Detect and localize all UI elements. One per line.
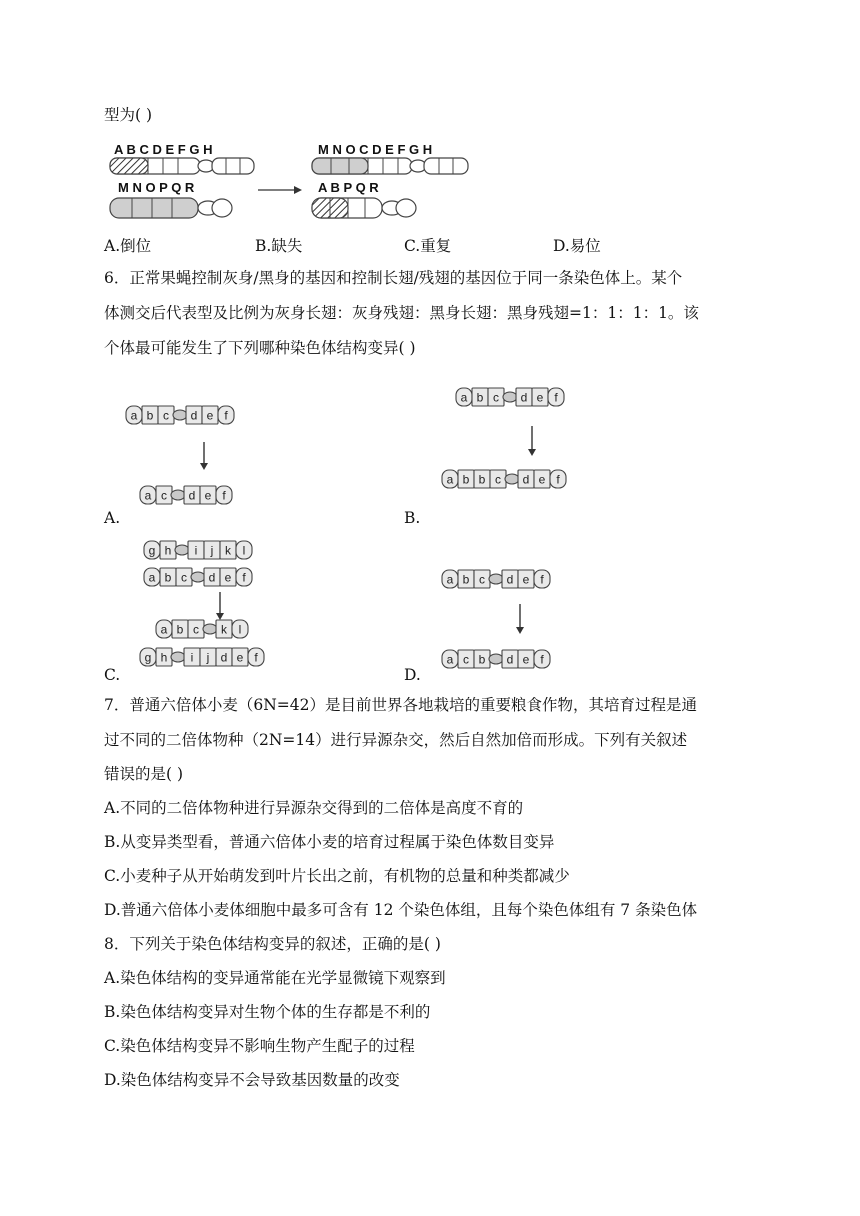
q6-c-chrom-before-bottom (144, 568, 252, 586)
centromere (191, 572, 205, 582)
q6-b-chrom-before (456, 388, 564, 406)
centromere (171, 490, 185, 500)
q5-option-c: C.重复 (404, 237, 452, 255)
q7-option-c: C.小麦种子从开始萌发到叶片长出之前，有机物的总量和种类都减少 (104, 867, 570, 885)
q7-stem-line-2: 过不同的二倍体物种（2N=14）进行异源杂交，然后自然加倍而形成。下列有关叙述 (104, 731, 688, 749)
centromere (175, 545, 189, 555)
q5-stem-tail: 型为( ) (104, 106, 153, 124)
q6-a-chrom-after (140, 486, 232, 504)
q6-b-chrom-after (442, 470, 566, 488)
gene-label: j (206, 650, 210, 665)
gene-label: b (462, 472, 470, 487)
gene-label: f (540, 572, 544, 587)
gene-label: d (520, 390, 528, 405)
q5-arrow (258, 186, 302, 194)
q5-chrom-top-right (312, 158, 468, 174)
gene-label: b (476, 390, 484, 405)
gene-label: c (161, 488, 167, 503)
q5-chrom-bottom-right (312, 198, 416, 218)
gene-label: b (478, 472, 486, 487)
gene-label: a (144, 488, 152, 503)
gene-label: f (222, 488, 226, 503)
gene-label: f (224, 408, 228, 423)
gene-label: d (220, 650, 228, 665)
gene-label: e (538, 472, 546, 487)
gene-label: d (188, 488, 196, 503)
q7-option-d: D.普通六倍体小麦体细胞中最多可含有 12 个染色体组，且每个染色体组有 7 条染色体 (104, 901, 698, 919)
gene-label: e (522, 572, 530, 587)
centromere (173, 410, 187, 420)
q6-stem-line-1: 6．正常果蝇控制灰身/黑身的基因和控制长翅/残翅的基因位于同一条染色体上。某个 (104, 269, 683, 287)
gene-label: d (208, 570, 216, 585)
q6-a-arrow (200, 442, 208, 470)
gene-label: d (506, 652, 514, 667)
q5-label-top-left: A B C D E F G H (114, 142, 213, 157)
q6-d-chrom-before (442, 570, 550, 588)
gene-label: a (446, 472, 454, 487)
q7-stem-line-3: 错误的是( ) (104, 765, 184, 783)
gene-label: c (163, 408, 169, 423)
gene-label: a (446, 572, 454, 587)
gene-label: k (225, 543, 231, 558)
gene-label: d (522, 472, 530, 487)
gene-label: e (536, 390, 544, 405)
q7-option-b: B.从变异类型看，普通六倍体小麦的培育过程属于染色体数目变异 (104, 833, 555, 851)
q5-figure (108, 140, 488, 222)
gene-label: c (479, 572, 485, 587)
gene-label: c (495, 472, 501, 487)
gene-label: d (190, 408, 198, 423)
q5-option-a: A.倒位 (104, 237, 152, 255)
q5-chrom-top-left (110, 158, 254, 174)
q5-label-bottom-right: A B P Q R (318, 180, 379, 195)
centromere (505, 474, 519, 484)
gene-label: e (224, 570, 232, 585)
gene-label: g (144, 650, 152, 665)
gene-label: h (160, 650, 168, 665)
q5-label-top-right: M N O C D E F G H (318, 142, 433, 157)
q6-c-arrow (216, 592, 224, 620)
gene-label: f (554, 390, 558, 405)
gene-label: c (493, 390, 499, 405)
gene-label: i (194, 543, 198, 558)
gene-label: c (181, 570, 187, 585)
q6-c-chrom-after-bottom (140, 648, 264, 666)
gene-label: c (463, 652, 469, 667)
gene-label: l (242, 543, 246, 558)
gene-label: k (221, 622, 227, 637)
gene-label: b (164, 570, 172, 585)
q6-option-c-label: C. (104, 666, 121, 684)
q8-option-c: C.染色体结构变异不影响生物产生配子的过程 (104, 1037, 415, 1055)
gene-label: d (506, 572, 514, 587)
centromere (489, 654, 503, 664)
gene-label: i (190, 650, 194, 665)
gene-label: l (238, 622, 242, 637)
q6-option-b-label: B. (404, 509, 421, 527)
centromere (171, 652, 185, 662)
q6-figures (100, 380, 780, 680)
gene-label: f (556, 472, 560, 487)
q7-option-a: A.不同的二倍体物种进行异源杂交得到的二倍体是高度不育的 (104, 799, 524, 817)
gene-label: f (540, 652, 544, 667)
gene-label: e (236, 650, 244, 665)
gene-label: a (160, 622, 168, 637)
gene-label: e (206, 408, 214, 423)
gene-label: a (130, 408, 138, 423)
gene-label: j (210, 543, 214, 558)
gene-label: f (242, 570, 246, 585)
gene-label: a (148, 570, 156, 585)
q7-stem-line-1: 7．普通六倍体小麦（6N=42）是目前世界各地栽培的重要粮食作物，其培育过程是通 (104, 696, 697, 714)
centromere (489, 574, 503, 584)
q8-option-b: B.染色体结构变异对生物个体的生存都是不利的 (104, 1003, 431, 1021)
q5-option-d: D.易位 (553, 237, 601, 255)
gene-label: a (446, 652, 454, 667)
gene-label: a (460, 390, 468, 405)
q6-a-chrom-before (126, 406, 234, 424)
gene-label: b (462, 572, 470, 587)
q5-label-bottom-left: M N O P Q R (118, 180, 195, 195)
q6-stem-line-3: 个体最可能发生了下列哪种染色体结构变异( ) (104, 339, 416, 357)
q6-b-arrow (528, 426, 536, 456)
q6-option-d-label: D. (404, 666, 421, 684)
gene-label: b (146, 408, 154, 423)
q6-d-arrow (516, 604, 524, 634)
centromere (503, 392, 517, 402)
q6-option-a-label: A. (104, 509, 121, 527)
q8-option-d: D.染色体结构变异不会导致基因数量的改变 (104, 1071, 400, 1089)
gene-label: h (164, 543, 172, 558)
q6-d-chrom-after (442, 650, 550, 668)
q8-option-a: A.染色体结构的变异通常能在光学显微镜下观察到 (104, 969, 446, 987)
centromere (203, 624, 217, 634)
q6-stem-line-2: 体测交后代表型及比例为灰身长翅：灰身残翅：黑身长翅：黑身残翅=1：1：1：1。该 (104, 304, 699, 322)
q6-c-chrom-after-top (156, 620, 248, 638)
gene-label: f (254, 650, 258, 665)
gene-label: e (522, 652, 530, 667)
gene-label: b (176, 622, 184, 637)
gene-label: b (478, 652, 486, 667)
q5-option-b: B.缺失 (255, 237, 303, 255)
q8-stem: 8．下列关于染色体结构变异的叙述，正确的是( ) (104, 935, 441, 953)
q6-c-chrom-before-top (144, 541, 252, 559)
q5-chrom-bottom-left (110, 198, 232, 218)
gene-label: g (148, 543, 156, 558)
gene-label: c (193, 622, 199, 637)
gene-label: e (204, 488, 212, 503)
